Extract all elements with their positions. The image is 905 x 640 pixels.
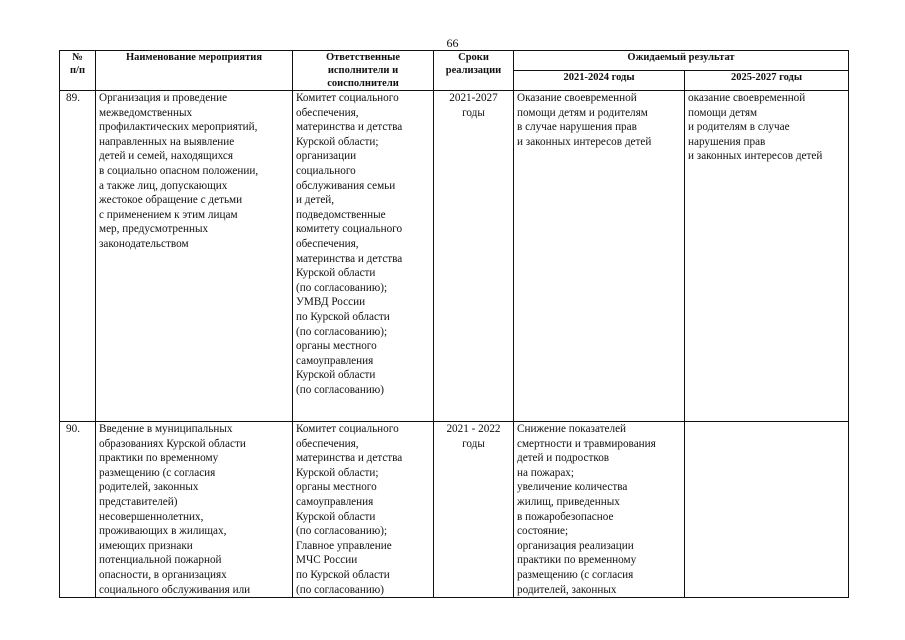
header-terms: Сроки реализации bbox=[434, 51, 514, 91]
header-responsible: Ответственные исполнители и соисполнители bbox=[293, 51, 434, 91]
result-2025-2027: оказание своевременной помощи детям и родителям в случае нарушения прав и законных интересов детей bbox=[685, 91, 849, 422]
header-name: Наименование мероприятия bbox=[96, 51, 293, 91]
result-2021-2024: Оказание своевременной помощи детям и родителям в случае нарушения прав и законных интересов детей bbox=[514, 91, 685, 422]
header-num: № п/п bbox=[60, 51, 96, 91]
implementation-terms: 2021-2027 годы bbox=[434, 91, 514, 422]
responsible-executors: Комитет социального обеспечения, материнства и детства Курской области; органы местного самоуправления Курской области (по согласованию); Главное управление МЧС России по Курской области (по согласованию) bbox=[293, 422, 434, 598]
measures-table bbox=[59, 50, 849, 598]
measure-name: Введение в муниципальных образованиях Курской области практики по временному размещению (с согласия родителей, законных представителей) несовершеннолетних, проживающих в жилищах, имеющих признаки потенциальной пожарной опасности, в организациях социального обслуживания или bbox=[96, 422, 293, 598]
result-2021-2024: Снижение показателей смертности и травмирования детей и подростков на пожарах; увеличение количества жилищ, приведенных в пожаробезопасное состояние; организация реализации практики по временному размещению (с согласия родителей, законных bbox=[514, 422, 685, 598]
row-number: 90. bbox=[60, 422, 96, 598]
responsible-executors: Комитет социального обеспечения, материнства и детства Курской области; организации социального обслуживания семьи и детей, подведомственные комитету социального обеспечения, материнства и детства Курской области (по согласованию); УМВД России по Курской области (по согласованию); органы местного самоуправления Курской области (по согласованию) bbox=[293, 91, 434, 422]
header-expected-result: Ожидаемый результат bbox=[514, 51, 849, 71]
row-number: 89. bbox=[60, 91, 96, 422]
table-header-row bbox=[60, 51, 849, 71]
header-period-2021-2024: 2021-2024 годы bbox=[514, 71, 685, 91]
table-row bbox=[60, 422, 849, 598]
header-period-2025-2027: 2025-2027 годы bbox=[685, 71, 849, 91]
result-2025-2027 bbox=[685, 422, 849, 598]
page-number: 66 bbox=[446, 36, 459, 50]
measure-name: Организация и проведение межведомственных профилактических мероприятий, направленных на выявление детей и семей, находящихся в социально опасном положении, а также лиц, допускающих жестокое обращение с детьми с применением к этим лицам мер, предусмотренных законодательством bbox=[96, 91, 293, 422]
implementation-terms: 2021 - 2022 годы bbox=[434, 422, 514, 598]
table-row bbox=[60, 91, 849, 422]
